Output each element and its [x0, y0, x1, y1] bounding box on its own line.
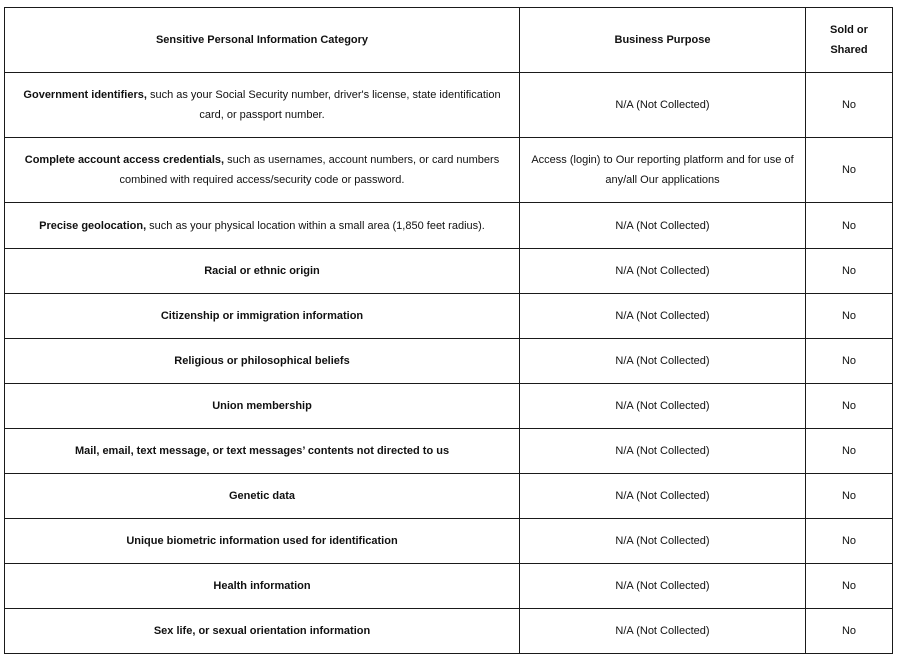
purpose-cell: N/A (Not Collected)	[520, 339, 806, 384]
category-cell	[5, 203, 520, 249]
sold-cell: No	[806, 564, 893, 609]
category-cell	[5, 73, 520, 138]
purpose-cell: N/A (Not Collected)	[520, 73, 806, 138]
category-description: such as your physical location within a small area (1,850 feet radius).	[146, 219, 485, 232]
purpose-cell: N/A (Not Collected)	[520, 474, 806, 519]
category-cell: Health information	[5, 564, 520, 609]
table-header-row	[5, 8, 893, 73]
sold-cell: No	[806, 294, 893, 339]
purpose-cell: N/A (Not Collected)	[520, 519, 806, 564]
table-row	[5, 339, 893, 384]
sold-cell: No	[806, 474, 893, 519]
header-category: Sensitive Personal Information Category	[5, 8, 520, 73]
sensitive-info-table	[4, 7, 893, 654]
purpose-cell: N/A (Not Collected)	[520, 294, 806, 339]
sold-cell: No	[806, 609, 893, 654]
sold-cell: No	[806, 429, 893, 474]
sold-cell: No	[806, 138, 893, 203]
category-description: such as your Social Security number, driver's license, state identification card, or passport number.	[146, 89, 501, 121]
category-lead: Complete account access credentials,	[24, 154, 225, 166]
category-lead: Precise geolocation,	[39, 219, 147, 232]
category-cell: Racial or ethnic origin	[5, 249, 520, 294]
table-row	[5, 294, 893, 339]
table-row	[5, 609, 893, 654]
header-sold-or-shared: Sold or Shared	[806, 8, 893, 73]
purpose-cell: N/A (Not Collected)	[520, 203, 806, 249]
category-cell	[5, 138, 520, 203]
sold-cell: No	[806, 339, 893, 384]
purpose-cell: N/A (Not Collected)	[520, 384, 806, 429]
purpose-cell: Access (login) to Our reporting platform and for use of any/all Our applications	[520, 138, 806, 203]
sold-cell: No	[806, 73, 893, 138]
category-lead: Government identifiers,	[23, 89, 147, 101]
purpose-cell: N/A (Not Collected)	[520, 429, 806, 474]
sold-cell: No	[806, 384, 893, 429]
table-row	[5, 138, 893, 203]
purpose-cell: N/A (Not Collected)	[520, 564, 806, 609]
category-cell: Unique biometric information used for identification	[5, 519, 520, 564]
table-row	[5, 429, 893, 474]
purpose-cell: N/A (Not Collected)	[520, 609, 806, 654]
category-cell: Mail, email, text message, or text messages’ contents not directed to us	[5, 429, 520, 474]
sold-cell: No	[806, 519, 893, 564]
category-cell: Union membership	[5, 384, 520, 429]
sold-cell: No	[806, 203, 893, 249]
category-description: such as usernames, account numbers, or card numbers combined with required access/security code or password.	[119, 154, 500, 186]
table-row	[5, 564, 893, 609]
header-business-purpose: Business Purpose	[520, 8, 806, 73]
sold-cell: No	[806, 249, 893, 294]
table-row	[5, 203, 893, 249]
category-cell: Citizenship or immigration information	[5, 294, 520, 339]
table-row	[5, 384, 893, 429]
category-cell: Sex life, or sexual orientation information	[5, 609, 520, 654]
table-row	[5, 249, 893, 294]
category-cell: Religious or philosophical beliefs	[5, 339, 520, 384]
purpose-cell: N/A (Not Collected)	[520, 249, 806, 294]
category-cell: Genetic data	[5, 474, 520, 519]
table-row	[5, 474, 893, 519]
table-row	[5, 519, 893, 564]
table-row	[5, 73, 893, 138]
